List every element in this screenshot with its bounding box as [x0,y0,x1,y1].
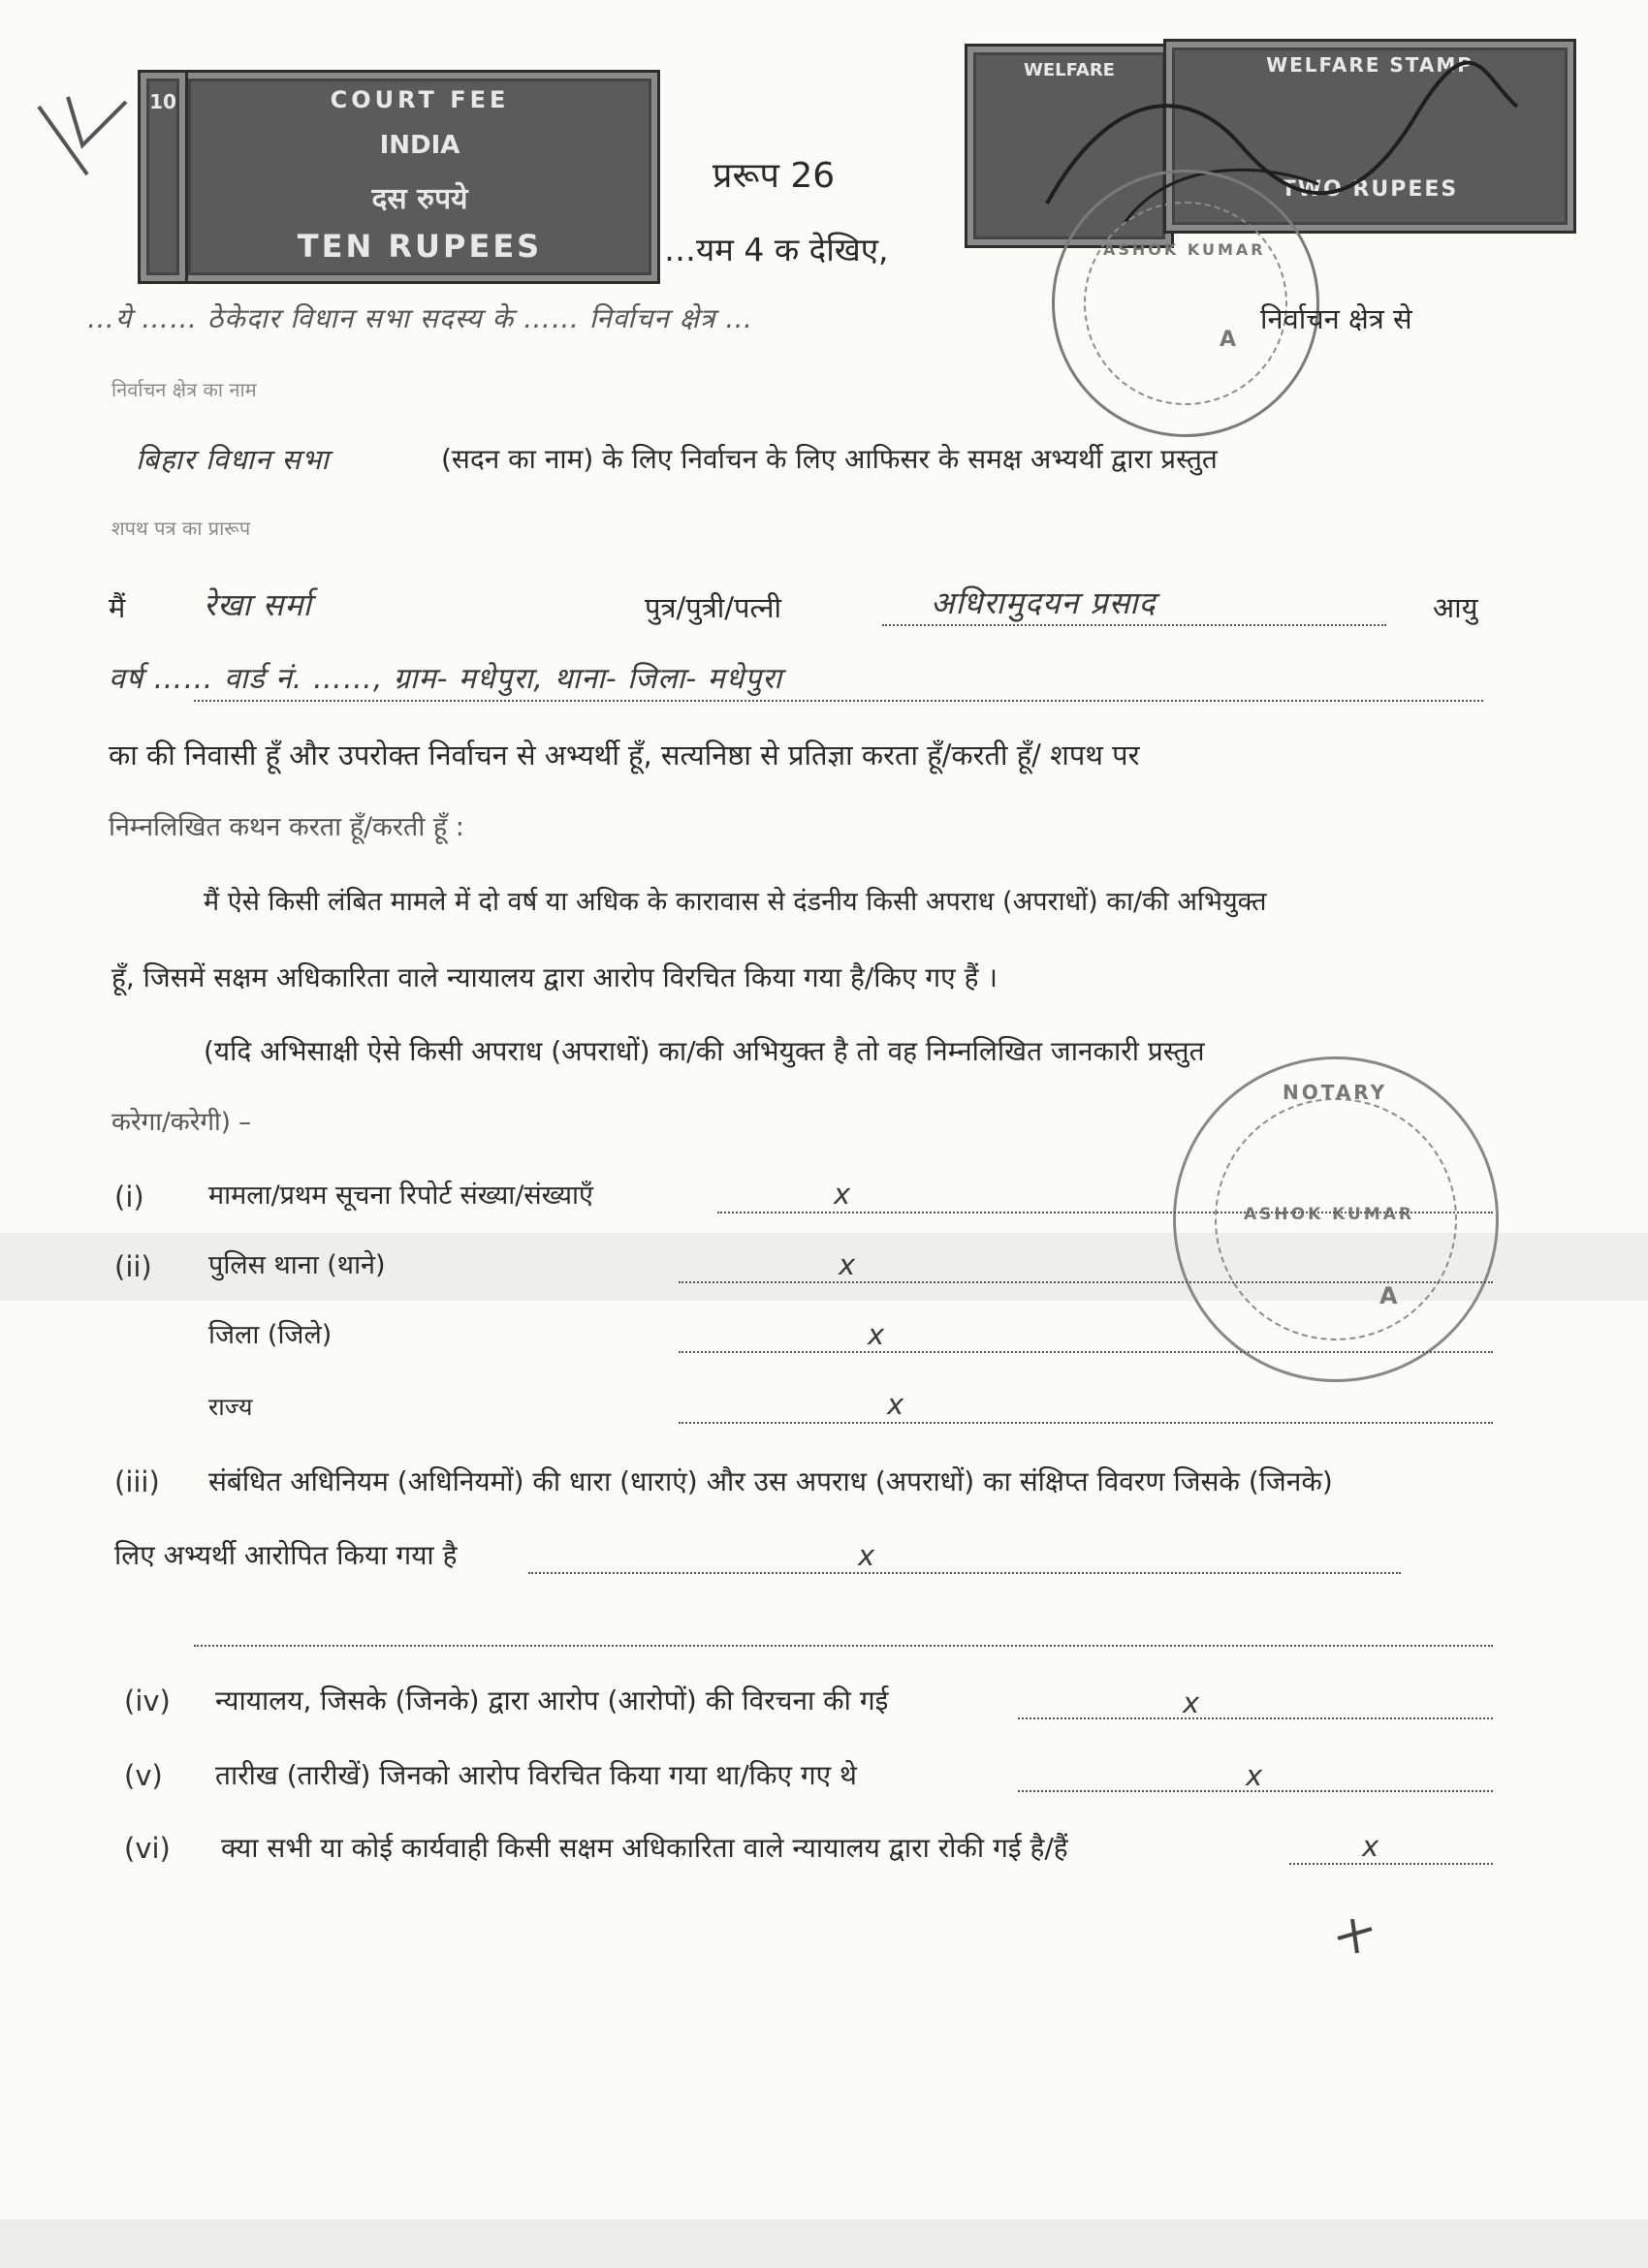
item-iv-answer: x [1183,1686,1201,1719]
state-answer: x [887,1388,905,1421]
declaration-para1-line1: मैं ऐसे किसी लंबित मामले में दो वर्ष या अधिक के कारावास से दंडनीय किसी अपराध (अपराधों) का/की अभियुक्त [204,887,1267,917]
notary-mark: A [1379,1282,1401,1309]
court-fee-stamp [179,70,660,284]
court-fee-top-label: COURT FEE [330,86,510,113]
item-iii-label: संबंधित अधिनियम (अधिनियमों) की धारा (धाराएं) और उस अपराध (अपराधों) का संक्षिप्त विवरण जिसके (जिनके) [208,1465,1333,1497]
item-iii-answer: x [858,1539,876,1572]
relative-name-dots [882,624,1386,626]
state-dots [679,1422,1493,1424]
notary-seal [1173,1056,1499,1382]
court-fee-value: TEN RUPEES [297,228,543,265]
relative-name-handwritten: अधिरामुदयन प्रसाद [931,584,1157,621]
item-iv-label: न्यायालय, जिसके (जिनके) द्वारा आरोप (आरोपों) की विरचना की गई [215,1685,889,1717]
court-fee-country: INDIA [379,131,460,160]
scan-band-bottom [0,2220,1648,2268]
item-iii-dots-1 [528,1572,1401,1574]
district-label: जिला (जिले) [208,1320,333,1350]
item-iii-number: (iii) [114,1465,160,1498]
item-v-number: (v) [124,1759,163,1792]
welfare-label: WELFARE STAMP [1266,53,1474,77]
district-answer: x [868,1318,886,1351]
intro-line-2: शपथ पत्र का प्रारूप [111,517,251,540]
residence-line: का की निवासी हूँ और उपरोक्त निर्वाचन से अभ्यर्थी हूँ, सत्यनिष्ठा से प्रतिज्ञा करता हूँ/करती हूँ/ शपथ पर [109,739,1140,772]
item-vi-label: क्या सभी या कोई कार्यवाही किसी सक्षम अधिकारिता वाले न्यायालय द्वारा रोकी गई है/हैं [221,1832,1068,1864]
declaration-para2-line2: करेगा/करेगी) – [111,1108,252,1137]
ink-mark [1328,1909,1386,1968]
item-i-label: मामला/प्रथम सूचना रिपोर्ट संख्या/संख्याएँ [208,1181,593,1211]
item-iv-dots [1018,1717,1493,1719]
item-ii-label: पुलिस थाना (थाने) [208,1250,386,1280]
address-handwritten: वर्ष …… वार्ड नं. ……, ग्राम- मधेपुरा, थाना- जिला- मधेपुरा [109,662,783,696]
seal-top-mark: A [1220,328,1240,352]
declaration-para1-line2: हूँ, जिसमें सक्षम अधिकारिता वाले न्यायालय द्वारा आरोप विरचित किया गया है/किए गए हैं । [111,961,998,993]
item-iv-number: (iv) [124,1685,171,1717]
item-ii-dots [679,1281,1493,1283]
item-ii-number: (ii) [114,1250,152,1283]
item-iii-label-2: लिए अभ्यर्थी आरोपित किया गया है [114,1539,458,1571]
statement-line: निम्नलिखित कथन करता हूँ/करती हूँ : [109,812,464,842]
constituency-caption: निर्वाचन क्षेत्र का नाम [111,378,257,401]
item-v-label: तारीख (तारीखें) जिनको आरोप विरचित किया गया था/किए गए थे [215,1759,857,1791]
house-name-handwritten: बिहार विधान सभा [136,443,330,476]
seal-inner-ring [1084,202,1287,405]
court-fee-hindi: दस रुपये [371,182,468,216]
item-i-number: (i) [114,1181,144,1213]
notary-label: NOTARY [1283,1081,1388,1104]
item-vi-answer: x [1362,1830,1380,1863]
address-dots [194,700,1483,702]
declaration-para2-line1: (यदि अभिसाक्षी ऐसे किसी अपराध (अपराधों) का/की अभियुक्त है तो वह निम्नलिखित जानकारी प्रस्तुत [204,1035,1205,1067]
item-iii-dots-2 [194,1645,1493,1647]
item-v-answer: x [1246,1759,1264,1792]
district-dots [679,1351,1493,1353]
seal-top-name: ASHOK KUMAR [1103,240,1266,259]
court-fee-side-stamp [138,70,188,284]
item-vi-number: (vi) [124,1832,171,1865]
state-label: राज्य [208,1393,253,1421]
constituency-handwritten: …ये …… ठेकेदार विधान सभा सदस्य के …… निर्वाचन क्षेत्र … [87,302,754,334]
welfare-amount: TWO RUPEES [1281,177,1459,202]
court-fee-small-value: 10 [149,90,176,113]
item-i-dots [717,1212,1493,1213]
item-ii-answer: x [839,1248,857,1281]
item-vi-dots [1289,1863,1493,1865]
corner-scribble [29,87,145,194]
notary-name: ASHOK KUMAR [1244,1205,1415,1224]
age-label: आयु [1433,591,1478,624]
candidate-name-handwritten: रेखा सर्मा [204,586,312,623]
constituency-print-tail: निर्वाचन क्षेत्र से [1260,302,1412,335]
welfare-small-label: WELFARE [1024,60,1115,80]
candidate-prefix: मैं [109,591,126,624]
form-title: प्ररूप 26 [713,156,836,196]
item-i-answer: x [834,1178,852,1211]
intro-line-1: (सदन का नाम) के लिए निर्वाचन के लिए आफिसर के समक्ष अभ्यर्थी द्वारा प्रस्तुत [441,443,1218,475]
relation-label: पुत्र/पुत्री/पत्नी [645,591,781,624]
rule-reference: …यम 4 क देखिए, [664,231,889,268]
